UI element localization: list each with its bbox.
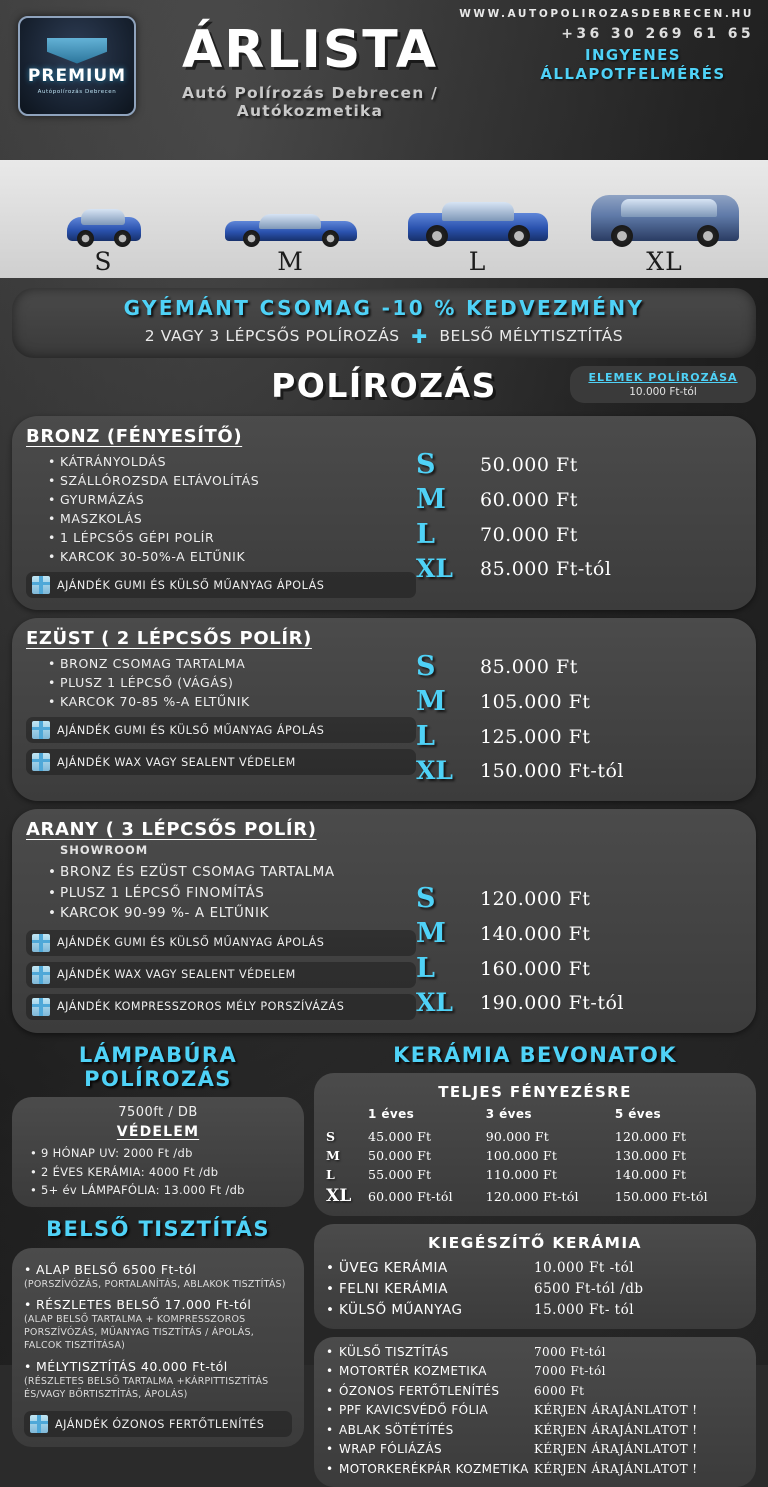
price-row bbox=[416, 756, 742, 785]
price-value: 120.000 Ft bbox=[480, 887, 591, 910]
item-label: • MOTORTÉR KOZMETIKA bbox=[326, 1362, 534, 1381]
list-item bbox=[326, 1440, 744, 1459]
list-item: • SZÁLLÓROZSDA ELTÁVOLÍTÁS bbox=[48, 471, 416, 490]
list-item: • BRONZ CSOMAG TARTALMA bbox=[48, 654, 416, 673]
diamond-left-text: 2 VAGY 3 LÉPCSŐS POLÍROZÁS bbox=[144, 327, 400, 345]
bottom-section bbox=[0, 1033, 768, 1487]
headlight-price: 7500ft / DB bbox=[118, 1105, 198, 1121]
table-cell: 150.000 Ft-tól bbox=[614, 1188, 708, 1204]
diamond-package-banner bbox=[12, 288, 756, 358]
price-size-label: S bbox=[416, 883, 436, 914]
interior-section-title: BELSŐ TISZTÍTÁS bbox=[46, 1217, 270, 1242]
list-item: • PLUSZ 1 LÉPCSŐ (VÁGÁS) bbox=[48, 673, 416, 692]
ceramic-price-table bbox=[326, 1107, 744, 1208]
package-card-bronz bbox=[12, 416, 756, 610]
table-row bbox=[326, 1146, 744, 1165]
gift-row bbox=[26, 930, 416, 956]
item-label: • FELNI KERÁMIA bbox=[326, 1279, 534, 1300]
car-size-label: S bbox=[94, 247, 113, 276]
price-row bbox=[416, 686, 742, 717]
table-header-cell: 1 éves bbox=[368, 1107, 415, 1122]
extra-services-panel bbox=[314, 1337, 756, 1487]
gift-label: AJÁNDÉK GUMI ÉS KÜLSŐ MŰANYAG ÁPOLÁS bbox=[57, 578, 325, 592]
car-size-s bbox=[19, 175, 189, 278]
package-name: ARANY ( 3 LÉPCSŐS POLÍR) bbox=[26, 819, 317, 840]
list-item bbox=[326, 1421, 744, 1440]
package-price-list bbox=[416, 857, 742, 1021]
item-price: KÉRJEN ÁRAJÁNLATOT ! bbox=[534, 1442, 698, 1457]
car-icon-medium bbox=[206, 175, 376, 247]
protection-heading: VÉDELEM bbox=[116, 1124, 200, 1141]
row-size-label: S bbox=[326, 1129, 336, 1145]
bottom-left-column bbox=[12, 1043, 304, 1487]
price-value: 70.000 Ft bbox=[480, 523, 578, 546]
logo-shield-icon bbox=[47, 38, 107, 64]
headlight-panel bbox=[12, 1097, 304, 1207]
car-size-label: L bbox=[468, 247, 487, 276]
package-feature-list bbox=[48, 452, 416, 566]
price-row bbox=[416, 883, 742, 914]
list-item: • 5+ év LÁMPAFÓLIA: 13.000 Ft /db bbox=[30, 1181, 292, 1199]
price-row bbox=[416, 484, 742, 515]
gift-icon bbox=[32, 721, 50, 739]
item-price: 6000 Ft bbox=[534, 1383, 585, 1398]
row-size-label: L bbox=[326, 1167, 335, 1183]
free-assessment-line2: ÁLLAPOTFELMÉRÉS bbox=[540, 64, 726, 83]
brand-logo bbox=[18, 16, 136, 116]
list-item: • BRONZ ÉS EZÜST CSOMAG TARTALMA bbox=[48, 862, 416, 883]
list-item bbox=[326, 1258, 744, 1279]
list-item bbox=[326, 1460, 744, 1479]
list-item: • PLUSZ 1 LÉPCSŐ FINOMÍTÁS bbox=[48, 883, 416, 904]
list-item: • KARCOK 30-50%-A ELTŰNIK bbox=[48, 547, 416, 566]
gift-icon bbox=[32, 998, 50, 1016]
gift-label: AJÁNDÉK KOMPRESSZOROS MÉLY PORSZÍVÁZÁS bbox=[57, 1000, 345, 1014]
car-size-xl bbox=[580, 175, 750, 278]
table-row bbox=[326, 1184, 744, 1208]
package-name: EZÜST ( 2 LÉPCSŐS POLÍR) bbox=[26, 628, 312, 649]
headlight-title-line1: LÁMPABÚRA bbox=[78, 1043, 238, 1067]
gift-row bbox=[26, 717, 416, 743]
price-value: 190.000 Ft-tól bbox=[480, 991, 624, 1014]
gift-icon bbox=[32, 576, 50, 594]
list-item bbox=[326, 1401, 744, 1420]
interior-panel bbox=[12, 1248, 304, 1448]
list-item bbox=[326, 1343, 744, 1362]
row-size-label: XL bbox=[326, 1186, 352, 1207]
gift-icon bbox=[30, 1415, 48, 1433]
price-size-label: S bbox=[416, 449, 436, 480]
list-item: • KARCOK 70-85 %-A ELTŰNIK bbox=[48, 692, 416, 711]
price-row bbox=[416, 519, 742, 550]
car-size-label: XL bbox=[646, 247, 683, 276]
price-row bbox=[416, 988, 742, 1017]
car-size-m bbox=[206, 175, 376, 278]
price-value: 140.000 Ft bbox=[480, 922, 591, 945]
package-feature-list bbox=[48, 654, 416, 711]
gift-label: AJÁNDÉK GUMI ÉS KÜLSŐ MŰANYAG ÁPOLÁS bbox=[57, 723, 325, 737]
table-header-cell: 5 éves bbox=[614, 1107, 662, 1122]
price-value: 160.000 Ft bbox=[480, 957, 591, 980]
gift-icon bbox=[32, 934, 50, 952]
item-price: KÉRJEN ÁRAJÁNLATOT ! bbox=[534, 1403, 698, 1418]
item-label: • KÜLSŐ TISZTÍTÁS bbox=[326, 1343, 534, 1362]
item-label: • KÜLSŐ MŰANYAG bbox=[326, 1300, 534, 1321]
gift-label: AJÁNDÉK WAX VAGY SEALENT VÉDELEM bbox=[57, 755, 296, 769]
list-item: • KÁTRÁNYOLDÁS bbox=[48, 452, 416, 471]
gift-label: AJÁNDÉK WAX VAGY SEALENT VÉDELEM bbox=[57, 968, 296, 982]
item-price: 7000 Ft-tól bbox=[534, 1364, 606, 1379]
price-value: 85.000 Ft bbox=[480, 655, 578, 678]
price-value: 125.000 Ft bbox=[480, 725, 591, 748]
item-price: 7000 Ft-tól bbox=[534, 1344, 606, 1359]
row-size-label: M bbox=[326, 1148, 341, 1164]
price-size-label: M bbox=[416, 918, 446, 949]
car-size-band bbox=[0, 160, 768, 278]
price-row bbox=[416, 918, 742, 949]
gift-label: AJÁNDÉK GUMI ÉS KÜLSŐ MŰANYAG ÁPOLÁS bbox=[57, 936, 325, 950]
ceramic-subtitle: TELJES FÉNYEZÉSRE bbox=[438, 1083, 632, 1102]
table-row bbox=[326, 1127, 744, 1146]
gift-row bbox=[26, 962, 416, 988]
item-price: 6500 Ft-tól /db bbox=[534, 1281, 644, 1298]
table-header-cell bbox=[326, 1107, 368, 1127]
website-url: WWW.AUTOPOLIROZASDEBRECEN.HU bbox=[459, 8, 754, 20]
list-item bbox=[326, 1382, 744, 1401]
price-size-label: XL bbox=[416, 756, 453, 785]
package-subtitle: SHOWROOM bbox=[60, 843, 149, 857]
page-subtitle: Autó Polírozás Debrecen / Autókozmetika bbox=[182, 84, 438, 120]
gift-icon bbox=[32, 966, 50, 984]
item-price: 15.000 Ft- tól bbox=[534, 1301, 635, 1318]
polishing-section-header bbox=[0, 362, 768, 408]
item-label: • ABLAK SÖTÉTÍTÉS bbox=[326, 1421, 534, 1440]
price-size-label: L bbox=[416, 519, 435, 550]
price-row bbox=[416, 721, 742, 752]
price-row bbox=[416, 554, 742, 583]
diamond-title: GYÉMÁNT CSOMAG -10 % KEDVEZMÉNY bbox=[123, 296, 645, 320]
table-cell: 120.000 Ft-tól bbox=[485, 1188, 579, 1204]
car-size-label: M bbox=[277, 247, 304, 276]
price-size-label: M bbox=[416, 484, 446, 515]
price-value: 150.000 Ft-tól bbox=[480, 759, 624, 782]
price-size-label: M bbox=[416, 686, 446, 717]
table-cell: 90.000 Ft bbox=[485, 1129, 549, 1145]
car-icon-small bbox=[19, 175, 189, 247]
price-row bbox=[416, 651, 742, 682]
table-header-row bbox=[326, 1107, 744, 1127]
interior-item-note: (ALAP BELSŐ TARTALMA + KOMPRESSZOROS PORSZÍVÓZÁS, MŰANYAG TISZTÍTÁS / ÁPOLÁS, FALCOK TISZTÍTÁSA) bbox=[24, 1314, 254, 1352]
diamond-subtitle bbox=[22, 326, 746, 348]
list-item: • 1 LÉPCSŐS GÉPI POLÍR bbox=[48, 528, 416, 547]
table-cell: 140.000 Ft bbox=[614, 1167, 687, 1183]
list-item: • 2 ÉVES KERÁMIA: 4000 Ft /db bbox=[30, 1163, 292, 1181]
item-label: • MOTORKERÉKPÁR KOZMETIKA bbox=[326, 1460, 534, 1479]
price-value: 60.000 Ft bbox=[480, 488, 578, 511]
table-row bbox=[326, 1165, 744, 1184]
interior-item-name: • MÉLYTISZTÍTÁS 40.000 Ft-tól bbox=[24, 1359, 292, 1374]
item-label: • PPF KAVICSVÉDŐ FÓLIA bbox=[326, 1401, 534, 1420]
protection-list bbox=[30, 1144, 292, 1199]
interior-item-name: • RÉSZLETES BELSŐ 17.000 Ft-tól bbox=[24, 1297, 292, 1312]
gift-icon bbox=[32, 753, 50, 771]
package-price-list bbox=[416, 649, 742, 789]
price-value: 85.000 Ft-tól bbox=[480, 557, 612, 580]
package-card-arany bbox=[12, 809, 756, 1033]
interior-item-note: (PORSZÍVÓZÁS, PORTALANÍTÁS, ABLAKOK TISZTÍTÁS) bbox=[24, 1278, 286, 1290]
list-item: • KARCOK 90-99 %- A ELTŰNIK bbox=[48, 903, 416, 924]
table-cell: 45.000 Ft bbox=[368, 1129, 432, 1145]
table-cell: 110.000 Ft bbox=[485, 1167, 558, 1183]
table-cell: 50.000 Ft bbox=[368, 1148, 432, 1164]
car-size-l bbox=[393, 175, 563, 278]
polishing-title: POLÍROZÁS bbox=[271, 366, 497, 405]
price-size-label: XL bbox=[416, 988, 453, 1017]
element-polishing-price: 10.000 Ft-tól bbox=[629, 386, 697, 398]
phone-number: +36 30 269 61 65 bbox=[561, 26, 754, 42]
price-row bbox=[416, 953, 742, 984]
list-item: • 9 HÓNAP UV: 2000 Ft /db bbox=[30, 1144, 292, 1162]
logo-word: PREMIUM bbox=[27, 65, 127, 86]
page-title: ÁRLISTA bbox=[182, 20, 438, 80]
price-size-label: XL bbox=[416, 554, 453, 583]
item-label: • WRAP FÓLIÁZÁS bbox=[326, 1440, 534, 1459]
list-item bbox=[326, 1279, 744, 1300]
package-card-ezust bbox=[12, 618, 756, 801]
list-item: • MASZKOLÁS bbox=[48, 509, 416, 528]
car-icon-large bbox=[393, 175, 563, 247]
table-header-cell: 3 éves bbox=[485, 1107, 532, 1122]
table-cell: 55.000 Ft bbox=[368, 1167, 432, 1183]
package-price-list bbox=[416, 447, 742, 598]
list-item: • GYURMÁZÁS bbox=[48, 490, 416, 509]
price-value: 105.000 Ft bbox=[480, 690, 591, 713]
title-block bbox=[150, 20, 470, 120]
package-name: BRONZ (FÉNYESÍTŐ) bbox=[26, 426, 243, 447]
table-cell: 130.000 Ft bbox=[614, 1148, 687, 1164]
table-cell: 100.000 Ft bbox=[485, 1148, 558, 1164]
item-price: 10.000 Ft -tól bbox=[534, 1260, 635, 1277]
price-size-label: L bbox=[416, 953, 435, 984]
ceramic-panel bbox=[314, 1073, 756, 1216]
additional-ceramic-title: KIEGÉSZÍTŐ KERÁMIA bbox=[428, 1234, 642, 1253]
table-cell: 60.000 Ft-tól bbox=[368, 1188, 453, 1204]
header bbox=[0, 0, 768, 160]
gift-row bbox=[26, 749, 416, 775]
item-label: • ÜVEG KERÁMIA bbox=[326, 1258, 534, 1279]
price-row bbox=[416, 449, 742, 480]
diamond-right-text: BELSŐ MÉLYTISZTÍTÁS bbox=[439, 327, 624, 345]
bottom-right-column bbox=[314, 1043, 756, 1487]
gift-row bbox=[26, 994, 416, 1020]
gift-row bbox=[26, 572, 416, 598]
plus-icon: ✚ bbox=[411, 326, 428, 348]
headlight-section-title bbox=[12, 1043, 304, 1091]
item-price: KÉRJEN ÁRAJÁNLATOT ! bbox=[534, 1461, 698, 1476]
interior-item-name: • ALAP BELSŐ 6500 Ft-tól bbox=[24, 1262, 292, 1277]
list-item bbox=[326, 1362, 744, 1381]
price-size-label: S bbox=[416, 651, 436, 682]
logo-subtitle: Autópolírozás Debrecen bbox=[37, 88, 117, 95]
element-polishing-title: ELEMEK POLÍROZÁSA bbox=[588, 371, 738, 384]
item-label: • ÓZONOS FERTŐTLENÍTÉS bbox=[326, 1382, 534, 1401]
headlight-title-line2: POLÍROZÁS bbox=[84, 1067, 232, 1092]
gift-label: AJÁNDÉK ÓZONOS FERTŐTLENÍTÉS bbox=[55, 1417, 265, 1431]
ceramic-section-title: KERÁMIA BEVONATOK bbox=[393, 1043, 677, 1067]
car-icon-xlarge bbox=[580, 175, 750, 247]
price-size-label: L bbox=[416, 721, 435, 752]
additional-ceramic-panel bbox=[314, 1224, 756, 1329]
list-item bbox=[326, 1300, 744, 1321]
table-cell: 120.000 Ft bbox=[614, 1129, 687, 1145]
package-feature-list bbox=[48, 862, 416, 924]
element-polishing-note bbox=[570, 366, 756, 403]
free-assessment-line1: INGYENES bbox=[584, 46, 682, 64]
price-value: 50.000 Ft bbox=[480, 453, 578, 476]
interior-item-note: (RÉSZLETES BELSŐ TARTALMA +KÁRPITTISZTÍTÁS ÉS/VAGY BŐRTISZTÍTÁS, ÁPOLÁS) bbox=[24, 1375, 269, 1400]
item-price: KÉRJEN ÁRAJÁNLATOT ! bbox=[534, 1422, 698, 1437]
gift-row bbox=[24, 1411, 292, 1437]
free-assessment-badge bbox=[524, 46, 742, 84]
